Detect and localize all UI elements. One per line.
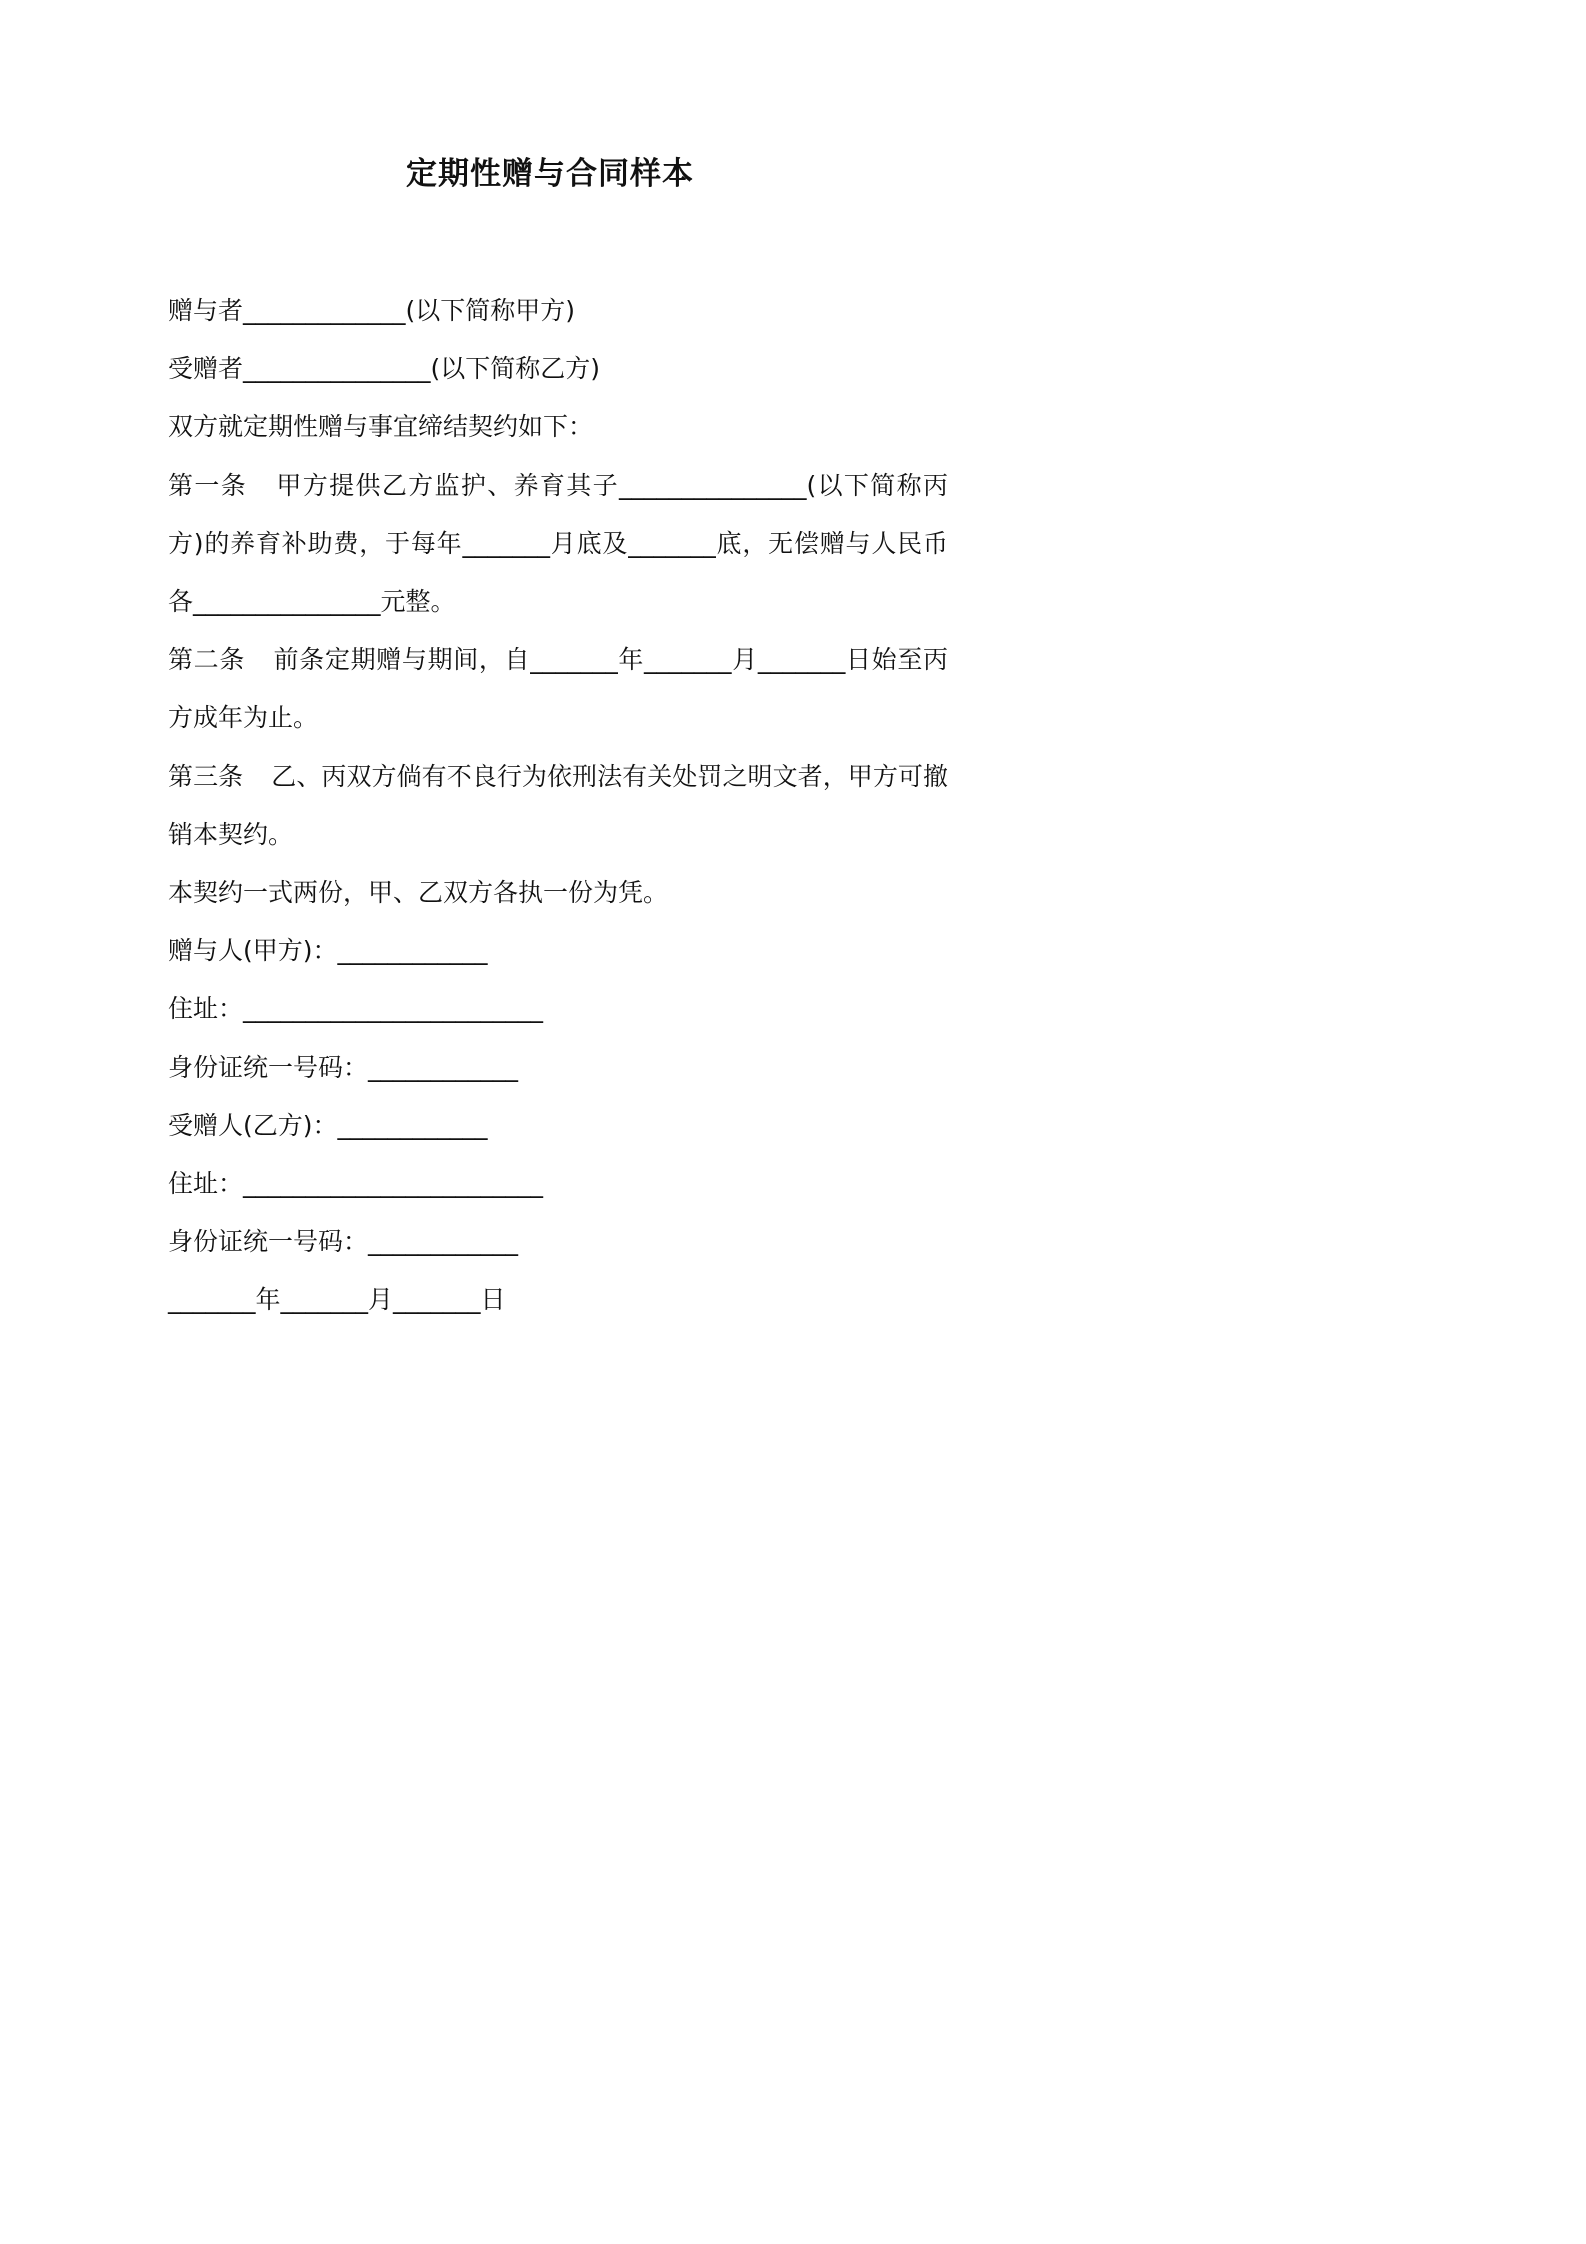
article-2	[168, 631, 948, 747]
article-3	[168, 748, 948, 864]
closing-statement: 本契约一式两份，甲、乙双方各执一份为凭。	[168, 877, 669, 907]
agreement-intro: 双方就定期性赠与事宜缔结契约如下：	[168, 412, 594, 442]
donee-line: 受赠者_______________(以下简称乙方)	[168, 354, 601, 384]
article-1	[168, 457, 948, 632]
article-2-label: 第二条	[168, 645, 245, 675]
document-title: 定期性赠与合同样本	[406, 156, 694, 192]
contract-body	[168, 282, 948, 1329]
article-1-label: 第一条	[168, 470, 248, 500]
donee-address: 住址：________________________	[168, 1168, 544, 1198]
article-3-label: 第三条	[168, 761, 244, 791]
donee-signature: 受赠人(乙方)：____________	[168, 1110, 488, 1140]
donor-id-number: 身份证统一号码：____________	[168, 1052, 519, 1082]
donor-address: 住址：________________________	[168, 994, 544, 1024]
donee-id-number: 身份证统一号码：____________	[168, 1227, 519, 1257]
date-line: _______年_______月_______日	[168, 1285, 506, 1315]
donor-line: 赠与者_____________(以下简称甲方)	[168, 296, 576, 325]
article-1-text: 甲方提供乙方监护、养育其子_______________(以下简称丙方)的养育补助费，于每年_______月底及_______底，无偿赠与人民币各_______________元整。	[168, 470, 948, 616]
article-3-text: 乙、丙双方倘有不良行为依刑法有关处罚之明文者，甲方可撤销本契约。	[168, 761, 948, 849]
article-2-text: 前条定期赠与期间，自_______年_______月_______日始至丙方成年为止。	[168, 645, 948, 733]
donor-signature: 赠与人(甲方)：____________	[168, 936, 488, 966]
